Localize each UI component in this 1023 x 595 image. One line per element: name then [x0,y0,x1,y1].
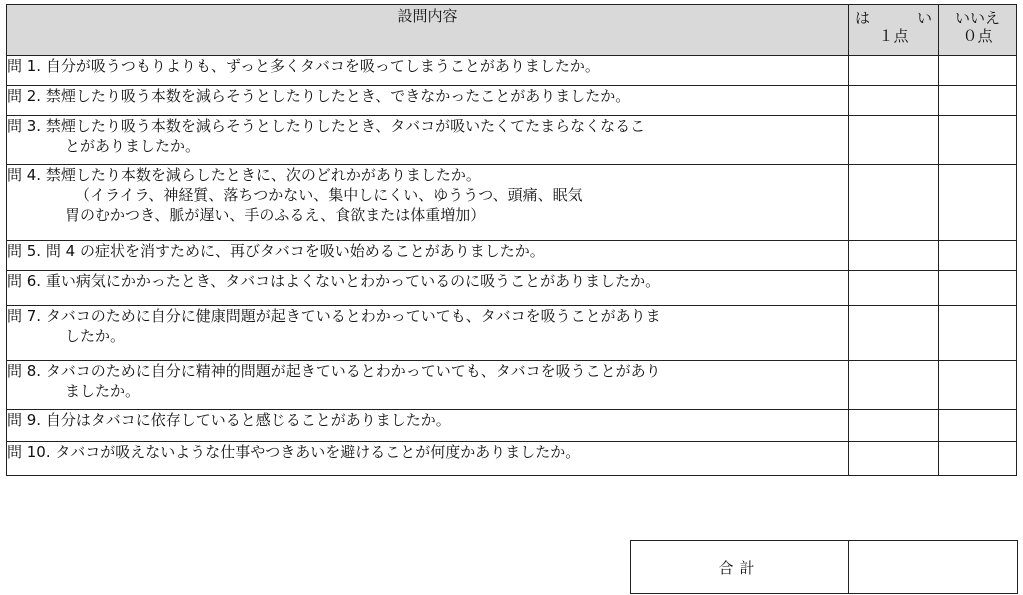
content-header: 設問内容 [7,5,849,56]
yes-header-i: い [916,9,932,27]
no-answer-cell[interactable] [939,56,1017,86]
question-number: 問 3. [7,117,42,135]
question-line: 胃のむかつき、脈が遅い、手のふるえ、食欲または体重増加） [65,206,486,224]
yes-answer-cell[interactable] [849,165,939,241]
question-row [7,442,1017,476]
question-row [7,410,1017,442]
question-text-cell [7,86,849,116]
question-row [7,271,1017,306]
question-text-cell [7,56,849,86]
yes-points: １点 [878,27,909,45]
no-answer-cell[interactable] [939,442,1017,476]
no-answer-cell[interactable] [939,86,1017,116]
yes-answer-cell[interactable] [849,306,939,361]
no-answer-cell[interactable] [939,116,1017,165]
question-line: 自分が吸うつもりよりも、ずっと多くタバコを吸ってしまうことがありましたか。 [45,57,600,75]
no-answer-cell[interactable] [939,271,1017,306]
question-line: 自分はタバコに依存していると感じることがありましたか。 [45,411,451,429]
question-text-cell [7,442,849,476]
question-line: 禁煙したり吸う本数を減らそうとしたりしたとき、タバコが吸いたくてたまらなくなるこ [45,117,646,135]
question-line: タバコが吸えないような仕事やつきあいを避けることが何度かありましたか。 [55,443,581,461]
question-text-cell [7,361,849,410]
question-row [7,165,1017,241]
yes-answer-cell[interactable] [849,56,939,86]
yes-header-ha: は [855,9,871,27]
question-number: 問 4. [7,166,42,184]
no-answer-cell[interactable] [939,241,1017,271]
question-number: 問 10. [7,443,51,461]
question-number: 問 2. [7,87,42,105]
question-line: 重い病気にかかったとき、タバコはよくないとわかっているのに吸うことがありましたか。 [45,272,661,290]
no-answer-cell[interactable] [939,306,1017,361]
question-line: したか。 [65,327,126,345]
yes-answer-cell[interactable] [849,361,939,410]
no-answer-cell[interactable] [939,165,1017,241]
yes-answer-cell[interactable] [849,241,939,271]
total-label: 合計 [631,541,849,594]
yes-header [849,5,939,56]
tds-questionnaire-table [6,4,1017,476]
question-number: 問 9. [7,411,42,429]
question-text-cell [7,241,849,271]
question-number: 問 1. [7,57,42,75]
question-line: 問 4 の症状を消すために、再びタバコを吸い始めることがありましたか。 [45,242,545,260]
no-points: ０点 [962,27,993,45]
no-answer-cell[interactable] [939,410,1017,442]
question-text-cell [7,410,849,442]
question-line: タバコのために自分に健康問題が起きているとわかっていても、タバコを吸うことがありま [45,307,661,325]
question-row [7,306,1017,361]
question-row [7,361,1017,410]
question-number: 問 5. [7,242,42,260]
no-header-label: いいえ [954,9,1000,27]
question-row [7,241,1017,271]
total-table [630,540,1018,594]
question-line: 禁煙したり本数を減らしたときに、次のどれかがありましたか。 [45,166,481,184]
question-line: とがありましたか。 [65,137,201,155]
header-row [7,5,1017,56]
question-row [7,116,1017,165]
question-number: 問 6. [7,272,42,290]
yes-answer-cell[interactable] [849,271,939,306]
question-line: 禁煙したり吸う本数を減らそうとしたりしたとき、できなかったことがありましたか。 [45,87,631,105]
question-text-cell [7,165,849,241]
question-number: 問 7. [7,307,42,325]
yes-answer-cell[interactable] [849,116,939,165]
question-row [7,86,1017,116]
question-line: （イライラ、神経質、落ちつかない、集中しにくい、ゆううつ、頭痛、眠気 [75,186,583,204]
question-row [7,56,1017,86]
question-number: 問 8. [7,362,42,380]
no-header [939,5,1017,56]
question-text-cell [7,271,849,306]
question-line: ましたか。 [65,382,141,400]
yes-answer-cell[interactable] [849,442,939,476]
question-text-cell [7,306,849,361]
yes-answer-cell[interactable] [849,410,939,442]
question-line: タバコのために自分に精神的問題が起きているとわかっていても、タバコを吸うことがあり [45,362,661,380]
yes-answer-cell[interactable] [849,86,939,116]
total-section [630,540,1018,594]
no-answer-cell[interactable] [939,361,1017,410]
question-text-cell [7,116,849,165]
total-score-cell[interactable] [849,541,1018,594]
